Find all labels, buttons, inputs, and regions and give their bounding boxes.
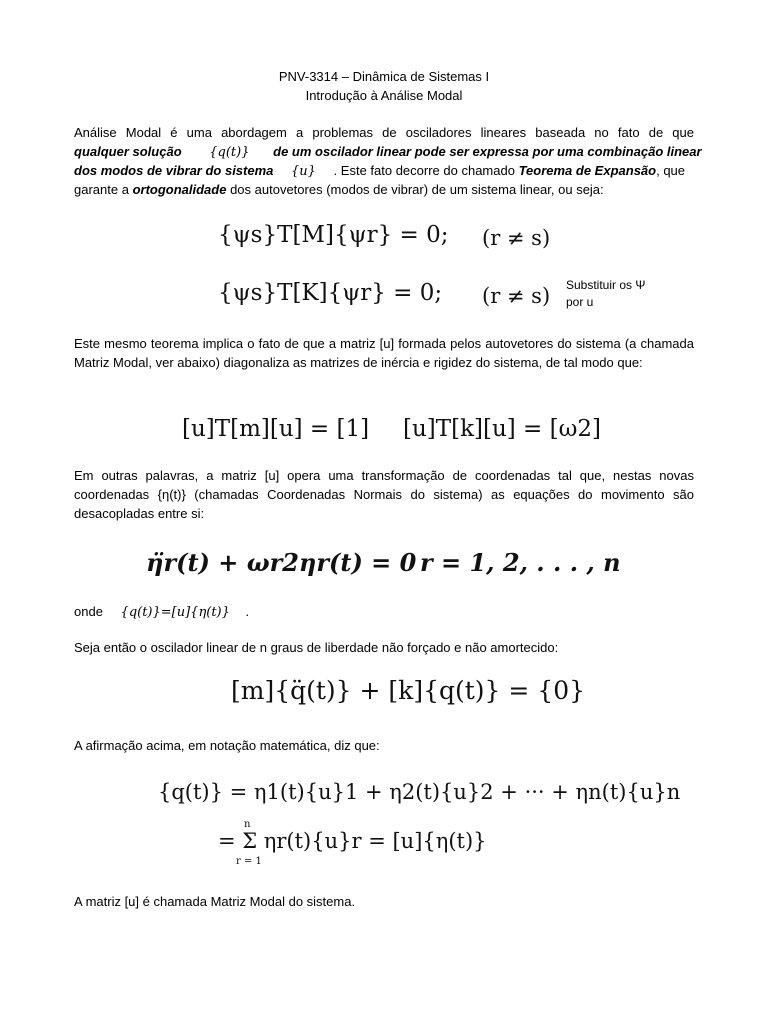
paragraph-diagonalization: Este mesmo teorema implica o fato de que a matriz [u] formada pelos autovetores do sistema (a chamada Matriz Modal, ver abaixo) diagonaliza as matrizes de inércia e rigidez do sistema, de tal modo que:: [74, 336, 694, 370]
paragraph-statement: A afirmação acima, em notação matemática, diz que:: [74, 738, 380, 753]
modal-equation-range: r = 1, 2, . . . , n: [420, 548, 621, 577]
margin-note-line-1: Substituir os Ψ: [566, 278, 646, 292]
expansion-row-1: {q(t)} = η1(t){u}1 + η2(t){u}2 + ··· + ηn(t){u}n: [158, 780, 681, 804]
intro-text-3: . Este fato decorre do chamado: [333, 163, 515, 178]
onde-line: [74, 602, 249, 622]
diag-eq-mass: [u]T[m][u] = [1]: [182, 416, 370, 442]
paragraph-oscillator: Seja então o oscilador linear de n graus de liberdade não forçado e não amortecido:: [74, 640, 559, 655]
inline-math-q: {q(t)}: [209, 145, 250, 160]
intro-emph-1: qualquer solução: [74, 144, 182, 159]
paragraph-normal-coordinates: Em outras palavras, a matriz [u] opera uma transformação de coordenadas tal que, nestas novas coordenadas {η(t)} (chamadas Coordenadas Normais do sistema) as equações do movimento são desacopladas entre si:: [74, 468, 694, 521]
onde-tail: .: [245, 604, 250, 619]
intro-text-3d: , que: [656, 163, 686, 178]
intro-text-4c: dos autovetores (modos de vibrar) de um sistema linear, ou seja:: [230, 182, 604, 197]
modal-equation: η̈r(t) + ωr2ηr(t) = 0: [146, 548, 417, 577]
orthogonality-eq-stiffness: {ψs}T[K]{ψr} = 0;: [218, 280, 443, 306]
margin-note-line-2: por u: [566, 295, 594, 309]
intro-emph-theorem: Teorema de Expansão: [518, 163, 657, 178]
sum-lower-limit: r = 1: [236, 856, 262, 867]
onde-label: onde: [74, 604, 103, 619]
expansion-row-2: = Σ ηr(t){u}r = [u]{η(t)}: [218, 829, 487, 853]
inline-math-u: {u}: [291, 164, 316, 179]
orthogonality-cond-2: (r ≠ s): [482, 284, 551, 308]
system-equation: [m]{q̈(t)} + [k]{q(t)} = {0}: [231, 676, 586, 705]
intro-emph-ortho: ortogonalidade: [132, 182, 227, 197]
intro-line-4: [74, 180, 604, 199]
intro-line-3: [74, 161, 685, 181]
sum-upper-limit: n: [244, 819, 251, 830]
orthogonality-cond-1: (r ≠ s): [482, 226, 551, 250]
onde-math: {q(t)}=[u]{η(t)}: [120, 605, 230, 620]
intro-emph-3: dos modos de vibrar do sistema: [74, 163, 274, 178]
intro-emph-2: de um oscilador linear pode ser expressa por uma combinação linear: [273, 144, 702, 159]
diag-eq-stiffness: [u]T[k][u] = [ω2]: [403, 416, 601, 442]
intro-text-4a: garante a: [74, 182, 129, 197]
paragraph-modal-matrix: A matriz [u] é chamada Matriz Modal do sistema.: [74, 894, 356, 909]
intro-line-1: Análise Modal é uma abordagem a problemas de osciladores lineares baseada no fato de que: [74, 125, 694, 140]
orthogonality-eq-mass: {ψs}T[M]{ψr} = 0;: [218, 222, 449, 248]
document-title: PNV-3314 – Dinâmica de Sistemas I: [278, 69, 490, 84]
intro-line-2: [74, 142, 702, 162]
document-subtitle: Introdução à Análise Modal: [305, 88, 463, 103]
